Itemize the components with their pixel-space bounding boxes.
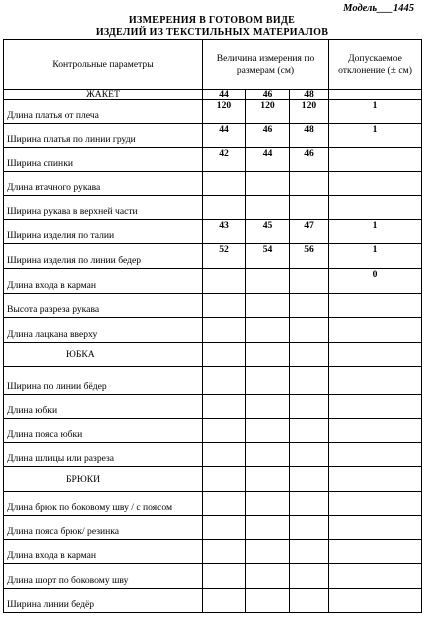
header-sizes: Величина измерения по размерам (см)	[203, 40, 329, 90]
parameter-label: Длина юбки	[4, 395, 203, 419]
size-value-3	[290, 564, 329, 589]
parameter-label: Ширина изделия по талии	[4, 220, 203, 244]
size-value-1	[203, 172, 246, 196]
tolerance-value	[329, 196, 422, 220]
size-value-3	[290, 443, 329, 467]
size-value-3	[290, 589, 329, 613]
parameter-label: Высота разреза рукава	[4, 294, 203, 318]
tolerance-value: 1	[329, 220, 422, 244]
tolerance-value	[329, 395, 422, 419]
size-value-1	[203, 516, 246, 540]
tolerance-value	[329, 148, 422, 172]
title-line-1: ИЗМЕРЕНИЯ В ГОТОВОМ ВИДЕ	[128, 15, 296, 26]
parameter-label: Длина пояса брюк/ резинка	[4, 516, 203, 540]
size-value-3	[290, 294, 329, 318]
size-value-1	[203, 419, 246, 443]
parameter-label: Длина шорт по боковому шву	[4, 564, 203, 589]
size-value-1	[203, 492, 246, 516]
tolerance-value: 1	[329, 244, 422, 269]
model-number: Модель___1445	[343, 3, 414, 14]
table-row	[4, 220, 422, 244]
table-row	[4, 318, 422, 343]
size-value-1: 44	[203, 124, 246, 148]
tolerance-value	[329, 540, 422, 564]
size-value-1	[203, 294, 246, 318]
size-value-2	[246, 516, 290, 540]
size-value-1	[203, 367, 246, 395]
size-value-2	[246, 443, 290, 467]
size-value-1: 44	[203, 90, 246, 100]
size-value-1	[203, 540, 246, 564]
table-row	[4, 100, 422, 124]
table-row	[4, 172, 422, 196]
size-value-2	[246, 196, 290, 220]
tolerance-value	[329, 294, 422, 318]
section-label: ЮБКА	[4, 343, 203, 367]
parameter-label: Ширина изделия по линии бедер	[4, 244, 203, 269]
tolerance-value	[329, 343, 422, 367]
table-row	[4, 467, 422, 492]
table-row	[4, 492, 422, 516]
size-value-1	[203, 564, 246, 589]
size-value-2	[246, 172, 290, 196]
tolerance-value: 1	[329, 124, 422, 148]
tolerance-value	[329, 467, 422, 492]
header-tolerance: Допускаемое отклонение (± см)	[329, 40, 422, 90]
size-value-3	[290, 196, 329, 220]
size-value-1	[203, 395, 246, 419]
size-value-2	[246, 467, 290, 492]
size-value-2: 120	[246, 100, 290, 124]
size-value-3	[290, 367, 329, 395]
size-value-3	[290, 516, 329, 540]
size-value-3: 56	[290, 244, 329, 269]
size-value-2: 44	[246, 148, 290, 172]
table-row	[4, 419, 422, 443]
table-row	[4, 564, 422, 589]
table-row	[4, 367, 422, 395]
size-value-2	[246, 540, 290, 564]
tolerance-value	[329, 318, 422, 343]
header-params: Контрольные параметры	[4, 40, 203, 90]
size-value-2	[246, 269, 290, 294]
size-value-1	[203, 318, 246, 343]
size-value-2: 46	[246, 124, 290, 148]
size-value-2	[246, 294, 290, 318]
tolerance-value	[329, 516, 422, 540]
table-row	[4, 269, 422, 294]
measurements-table	[3, 39, 422, 613]
parameter-label: Длина брюк по боковому шву / с поясом	[4, 492, 203, 516]
size-value-2	[246, 589, 290, 613]
size-value-3: 46	[290, 148, 329, 172]
size-value-3	[290, 343, 329, 367]
size-value-3: 47	[290, 220, 329, 244]
tolerance-value	[329, 492, 422, 516]
size-value-3	[290, 172, 329, 196]
parameter-label: Длина входа в карман	[4, 540, 203, 564]
size-value-3: 48	[290, 124, 329, 148]
tolerance-value	[329, 172, 422, 196]
table-row	[4, 124, 422, 148]
size-value-3	[290, 467, 329, 492]
size-value-1	[203, 343, 246, 367]
size-value-2	[246, 492, 290, 516]
size-value-3	[290, 540, 329, 564]
header-row	[4, 40, 422, 90]
size-value-2	[246, 343, 290, 367]
size-value-2: 45	[246, 220, 290, 244]
size-value-1	[203, 467, 246, 492]
parameter-label: Длина платья от плеча	[4, 100, 203, 124]
size-value-1	[203, 443, 246, 467]
size-value-2	[246, 564, 290, 589]
size-value-3	[290, 318, 329, 343]
table-row	[4, 148, 422, 172]
size-value-1: 42	[203, 148, 246, 172]
tolerance-value	[329, 367, 422, 395]
size-value-1	[203, 196, 246, 220]
size-value-1: 52	[203, 244, 246, 269]
parameter-label: Длина лацкана вверху	[4, 318, 203, 343]
size-value-1: 43	[203, 220, 246, 244]
table-row	[4, 540, 422, 564]
size-value-1	[203, 589, 246, 613]
tolerance-value	[329, 589, 422, 613]
tolerance-value	[329, 90, 422, 100]
size-value-3	[290, 269, 329, 294]
size-value-2: 54	[246, 244, 290, 269]
parameter-label: Ширина спинки	[4, 148, 203, 172]
size-value-3	[290, 492, 329, 516]
table-row	[4, 395, 422, 419]
table-row	[4, 343, 422, 367]
size-value-2	[246, 318, 290, 343]
section-label: ЖАКЕТ	[4, 90, 203, 100]
table-row	[4, 516, 422, 540]
tolerance-value: 1	[329, 100, 422, 124]
title-line-2: ИЗДЕЛИЙ ИЗ ТЕКСТИЛЬНЫХ МАТЕРИАЛОВ	[95, 27, 329, 38]
table-row	[4, 443, 422, 467]
parameter-label: Ширина по линии бёдер	[4, 367, 203, 395]
parameter-label: Ширина платья по линии груди	[4, 124, 203, 148]
table-row	[4, 244, 422, 269]
parameter-label: Длина втачного рукава	[4, 172, 203, 196]
size-value-2	[246, 419, 290, 443]
parameter-label: Ширина рукава в верхней части	[4, 196, 203, 220]
size-value-2	[246, 367, 290, 395]
table-row	[4, 90, 422, 100]
table-row	[4, 196, 422, 220]
size-value-3	[290, 395, 329, 419]
size-value-1	[203, 269, 246, 294]
size-value-3: 48	[290, 90, 329, 100]
table-row	[4, 589, 422, 613]
tolerance-value	[329, 419, 422, 443]
parameter-label: Ширина линии бедёр	[4, 589, 203, 613]
tolerance-value	[329, 443, 422, 467]
size-value-1: 120	[203, 100, 246, 124]
size-value-2: 46	[246, 90, 290, 100]
parameter-label: Длина пояса юбки	[4, 419, 203, 443]
size-value-3: 120	[290, 100, 329, 124]
size-value-2	[246, 395, 290, 419]
table-row	[4, 294, 422, 318]
tolerance-value	[329, 564, 422, 589]
parameter-label: Длина входа в карман	[4, 269, 203, 294]
section-label: БРЮКИ	[4, 467, 203, 492]
size-value-3	[290, 419, 329, 443]
tolerance-value: 0	[329, 269, 422, 294]
parameter-label: Длина шлицы или разреза	[4, 443, 203, 467]
